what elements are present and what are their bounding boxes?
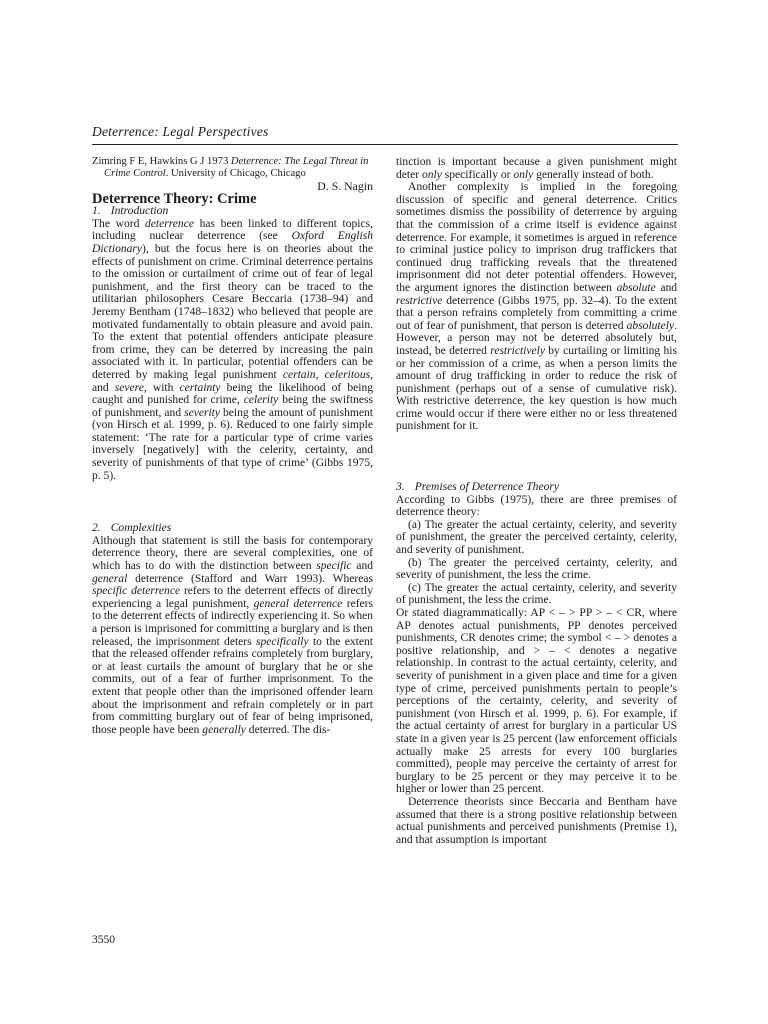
page-number: 3550 bbox=[92, 934, 115, 946]
paragraph-introduction: The word deterrence has been linked to different topics, including nuclear deterrence (see Oxford English Dictionary), but the focus here is on theories about the effects of punishment on crime. Criminal deterrence pertains to the omission or curtailment of crime out of fear of legal punishment, and the first theory can be traced to the utilitarian philosophers Cesare Beccaria (1738–94) and Jeremy Bentham (1748–1832) who believed that people are motivated fundamentally to obtain pleasure and avoid pain. To the extent that potential offenders anticipate pleasure from crime, they can be deterred by increasing the pain associated with it. In particular, potential offenders can be deterred by making legal punishment certain, celeritous, and severe, with certainty being the likelihood of being caught and punished for crime, celerity being the swiftness of punishment, and severity being the amount of punishment (von Hirsch et al. 1999, p. 6). Reduced to one fairly simple statement: ‘The rate for a particular type of crime varies inversely [negatively] with the celerity, certainty, and severity of punishments of that type of crime’ (Gibbs 1975, p. 5). bbox=[92, 217, 373, 482]
premise-c: (c) The greater the actual certainty, celerity, and severity of punishment, the less the crime. bbox=[396, 581, 677, 607]
header-rule bbox=[92, 144, 678, 145]
author-name: D. S. Nagin bbox=[317, 179, 373, 193]
premise-b: (b) The greater the perceived certainty, celerity, and severity of punishment, the less the crime. bbox=[396, 556, 677, 582]
section-heading-premises: 3. Premises of Deterrence Theory bbox=[396, 480, 560, 494]
paragraph-theorists: Deterrence theorists since Beccaria and Bentham have assumed that there is a strong positive relationship between actual punishments and perceived punishments (Premise 1), and that assumption is important bbox=[396, 795, 677, 846]
article-title: Deterrence Theory: Crime bbox=[92, 190, 257, 207]
left-column bbox=[92, 156, 373, 736]
paragraph-another-complexity: Another complexity is implied in the foregoing discussion of specific and general deterrence. Critics sometimes dismiss the possibility of deterrence by arguing that the commission of a crime itself is evidence against deterrence. For example, it sometimes is argued in reference to criminal justice policy to imprison drug traffickers that continued drug trafficking reveals that the threatened imprisonment did not deter potential offenders. However, the argument ignores the distinction between absolute and restrictive deterrence (Gibbs 1975, pp. 32–4). To the extent that a person refrains completely from committing a crime out of fear of punishment, that person is deterred absolutely. However, a person may not be deterred absolutely but, instead, be deterred restrictively by curtailing or limiting his or her commission of a crime, as when a person limits the amount of drug trafficking in order to reduce the risk of punishment (perhaps out of a sense of cumulative risk). With restrictive deterrence, the key question is how much crime would occur if there were either no or less threatened punishment for it. bbox=[396, 181, 677, 433]
reference-title: Deterrence: The Legal Threat in Crime Control bbox=[104, 156, 369, 179]
reference-entry bbox=[92, 156, 373, 180]
section-heading-complexities: 2. Complexities bbox=[92, 521, 172, 535]
reference-publisher: . University of Chicago, Chicago bbox=[165, 168, 306, 179]
paragraph-premises-intro: According to Gibbs (1975), there are three premises of deterrence theory: bbox=[396, 493, 677, 519]
paragraph-continued: tinction is important because a given punishment might deter only specifically or only generally instead of both. bbox=[396, 156, 677, 181]
paragraph-complexities: Although that statement is still the basis for contemporary deterrence theory, there are several complexities, one of which has to do with the distinction between specific and general deterrence (Stafford and Warr 1993). Whereas specific deterrence refers to the deterrent effects of directly experiencing a legal punishment, general deterrence refers to the deterrent effects of indirectly experiencing it. So when a person is imprisoned for committing a burglary and is then released, the imprisonment deters specifically to the extent that the released offender refrains completely from burglary, or at least curtails the amount of burglary that he or she commits, out of a fear of further imprisonment. To the extent that people other than the imprisoned offender learn about the imprisonment and refrain completely or in part from committing burglary out of fear of being imprisoned, those people have been generally deterred. The dis- bbox=[92, 534, 374, 736]
section-heading-introduction: 1. Introduction bbox=[92, 204, 169, 218]
paragraph-diagram: Or stated diagrammatically: AP < – > PP > – < CR, where AP denotes actual punishments, PP denotes perceived punishments, CR denotes crime; the symbol < – > denotes a positive relationship, and > – < denotes a negative relationship. In contrast to the actual certainty, celerity, and severity of punishment in a given place and time for a given type of crime, perceived punishments pertain to people’s perceptions of the certainty, celerity, and severity of punishment (von Hirsch et al. 1999, p. 6). For example, if the actual certainty of arrest for burglary in a particular US state in a given year is 25 percent (law enforcement officials actually make 25 arrests for every 100 burglaries committed), people may perceive the certainty of arrest for burglary to be 25 percent or they may perceive it to be higher or lower than 25 percent. bbox=[396, 607, 677, 796]
reference-authors: Zimring F E, Hawkins G J 1973 bbox=[92, 156, 231, 167]
right-column bbox=[396, 156, 677, 846]
premise-a: (a) The greater the actual certainty, celerity, and severity of punishment, the greater the perceived certainty, celerity, and severity of punishment. bbox=[396, 518, 677, 557]
running-head: Deterrence: Legal Perspectives bbox=[92, 124, 269, 139]
